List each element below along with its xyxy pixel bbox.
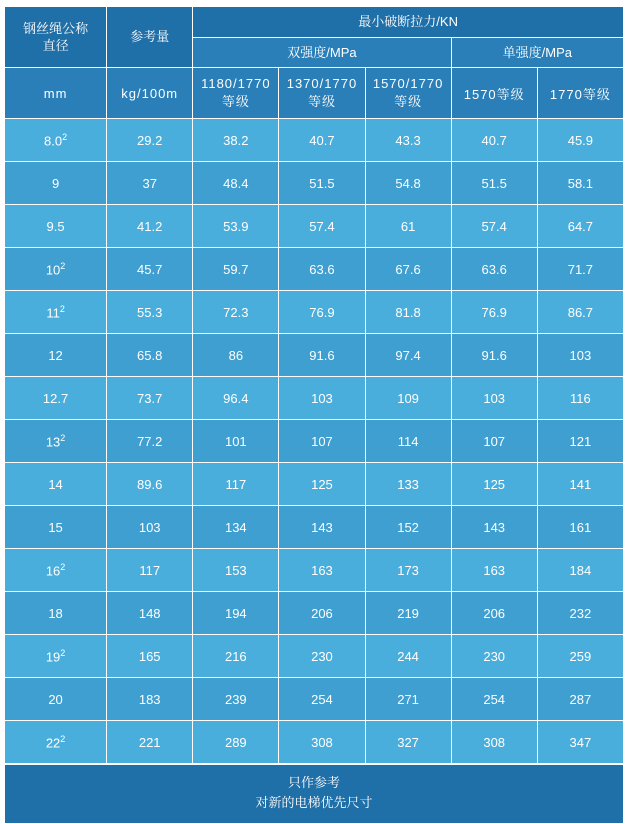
cell-g1570: 81.8 — [365, 291, 451, 334]
wire-rope-spec-table — [4, 6, 624, 764]
table-row — [5, 162, 624, 205]
cell-g1370: 254 — [279, 678, 365, 721]
cell-g1180: 239 — [193, 678, 279, 721]
cell-g1370: 107 — [279, 420, 365, 463]
cell-g1570: 271 — [365, 678, 451, 721]
table-row — [5, 291, 624, 334]
cell-s1770: 141 — [537, 463, 623, 506]
cell-diameter: 20 — [5, 678, 107, 721]
header-unit-g1570 — [365, 68, 451, 119]
cell-g1180: 59.7 — [193, 248, 279, 291]
cell-diameter: 12 — [5, 334, 107, 377]
cell-g1370: 125 — [279, 463, 365, 506]
cell-weight: 89.6 — [107, 463, 193, 506]
header-dual-strength: 双强度/MPa — [193, 37, 451, 68]
cell-g1570: 67.6 — [365, 248, 451, 291]
cell-weight: 37 — [107, 162, 193, 205]
table-row — [5, 119, 624, 162]
header-diameter-line1: 钢丝绳公称 — [23, 20, 89, 36]
cell-s1570: 107 — [451, 420, 537, 463]
header-unit-g1370-line1: 1370/1770 — [286, 76, 358, 92]
cell-s1770: 103 — [537, 334, 623, 377]
cell-g1570: 109 — [365, 377, 451, 420]
cell-s1770: 232 — [537, 592, 623, 635]
diameter-footnote-marker: 2 — [60, 647, 66, 658]
header-unit-g1570-line1: 1570/1770 — [372, 76, 444, 92]
table-row — [5, 506, 624, 549]
cell-diameter: 14 — [5, 463, 107, 506]
cell-g1180: 216 — [193, 635, 279, 678]
cell-weight: 65.8 — [107, 334, 193, 377]
table-row — [5, 721, 624, 764]
header-diameter — [5, 7, 107, 68]
cell-g1570: 219 — [365, 592, 451, 635]
header-row-3-units — [5, 68, 624, 119]
cell-weight: 77.2 — [107, 420, 193, 463]
cell-g1570: 244 — [365, 635, 451, 678]
cell-s1570: 125 — [451, 463, 537, 506]
cell-g1570: 61 — [365, 205, 451, 248]
diameter-footnote-marker: 2 — [60, 432, 66, 443]
table-row — [5, 420, 624, 463]
cell-s1570: 254 — [451, 678, 537, 721]
table-row — [5, 248, 624, 291]
header-unit-g1370-line2: 等级 — [307, 94, 336, 110]
header-unit-s1770: 1770等级 — [537, 68, 623, 119]
cell-weight: 117 — [107, 549, 193, 592]
table-header — [5, 7, 624, 119]
cell-g1570: 54.8 — [365, 162, 451, 205]
cell-diameter: 18 — [5, 592, 107, 635]
spec-table-container — [4, 6, 624, 824]
footer-note-line2: 对新的电梯优先尺寸 — [255, 795, 373, 811]
header-single-strength: 单强度/MPa — [451, 37, 623, 68]
cell-s1770: 71.7 — [537, 248, 623, 291]
cell-weight: 165 — [107, 635, 193, 678]
cell-g1180: 86 — [193, 334, 279, 377]
cell-g1370: 63.6 — [279, 248, 365, 291]
cell-g1570: 114 — [365, 420, 451, 463]
cell-g1180: 96.4 — [193, 377, 279, 420]
cell-s1770: 64.7 — [537, 205, 623, 248]
cell-g1370: 57.4 — [279, 205, 365, 248]
cell-g1370: 308 — [279, 721, 365, 764]
table-row — [5, 463, 624, 506]
cell-g1180: 117 — [193, 463, 279, 506]
cell-g1180: 72.3 — [193, 291, 279, 334]
cell-weight: 41.2 — [107, 205, 193, 248]
cell-s1570: 76.9 — [451, 291, 537, 334]
cell-weight: 183 — [107, 678, 193, 721]
cell-weight: 73.7 — [107, 377, 193, 420]
cell-g1570: 173 — [365, 549, 451, 592]
cell-diameter: 12.7 — [5, 377, 107, 420]
table-row — [5, 334, 624, 377]
cell-s1570: 103 — [451, 377, 537, 420]
header-unit-g1180-line2: 等级 — [221, 94, 250, 110]
diameter-footnote-marker: 2 — [60, 260, 66, 271]
table-row — [5, 678, 624, 721]
table-body — [5, 119, 624, 764]
footer-note-line1: 只作参考 — [287, 775, 340, 791]
cell-g1370: 163 — [279, 549, 365, 592]
cell-s1570: 308 — [451, 721, 537, 764]
cell-s1570: 57.4 — [451, 205, 537, 248]
header-unit-g1570-line2: 等级 — [394, 94, 423, 110]
cell-diameter: $10^2$ — [5, 248, 107, 291]
cell-diameter: $8.0^2$ — [5, 119, 107, 162]
cell-s1770: 45.9 — [537, 119, 623, 162]
table-row — [5, 377, 624, 420]
cell-s1770: 259 — [537, 635, 623, 678]
cell-s1570: 63.6 — [451, 248, 537, 291]
header-unit-weight: kg/100m — [107, 68, 193, 119]
cell-g1180: 53.9 — [193, 205, 279, 248]
table-row — [5, 549, 624, 592]
cell-weight: 103 — [107, 506, 193, 549]
header-unit-g1180-line1: 1180/1770 — [201, 76, 271, 92]
cell-g1370: 206 — [279, 592, 365, 635]
cell-diameter: $22^2$ — [5, 721, 107, 764]
cell-g1570: 133 — [365, 463, 451, 506]
footer-note — [4, 764, 624, 824]
cell-s1570: 91.6 — [451, 334, 537, 377]
cell-g1370: 76.9 — [279, 291, 365, 334]
cell-g1370: 91.6 — [279, 334, 365, 377]
cell-s1770: 184 — [537, 549, 623, 592]
cell-diameter: $11^2$ — [5, 291, 107, 334]
cell-s1570: 51.5 — [451, 162, 537, 205]
table-row — [5, 635, 624, 678]
cell-g1180: 194 — [193, 592, 279, 635]
cell-diameter: 9 — [5, 162, 107, 205]
cell-g1180: 48.4 — [193, 162, 279, 205]
cell-g1180: 289 — [193, 721, 279, 764]
cell-diameter: $13^2$ — [5, 420, 107, 463]
cell-g1570: 97.4 — [365, 334, 451, 377]
cell-diameter: $19^2$ — [5, 635, 107, 678]
header-row-1 — [5, 7, 624, 38]
header-breaking-force: 最小破断拉力/KN — [193, 7, 624, 38]
header-diameter-line2: 直径 — [42, 38, 69, 54]
cell-s1770: 116 — [537, 377, 623, 420]
diameter-footnote-marker: 2 — [60, 733, 66, 744]
cell-diameter: 9.5 — [5, 205, 107, 248]
cell-g1370: 103 — [279, 377, 365, 420]
cell-weight: 221 — [107, 721, 193, 764]
cell-s1570: 230 — [451, 635, 537, 678]
cell-s1770: 161 — [537, 506, 623, 549]
cell-g1180: 153 — [193, 549, 279, 592]
cell-s1770: 86.7 — [537, 291, 623, 334]
table-row — [5, 205, 624, 248]
cell-s1570: 206 — [451, 592, 537, 635]
header-unit-g1370 — [279, 68, 365, 119]
diameter-footnote-marker: 2 — [59, 303, 65, 314]
cell-weight: 55.3 — [107, 291, 193, 334]
cell-g1180: 134 — [193, 506, 279, 549]
cell-weight: 45.7 — [107, 248, 193, 291]
cell-g1570: 327 — [365, 721, 451, 764]
cell-g1370: 143 — [279, 506, 365, 549]
cell-s1770: 58.1 — [537, 162, 623, 205]
cell-diameter: 15 — [5, 506, 107, 549]
cell-g1180: 38.2 — [193, 119, 279, 162]
diameter-footnote-marker: 2 — [60, 561, 66, 572]
cell-diameter: $16^2$ — [5, 549, 107, 592]
table-row — [5, 592, 624, 635]
cell-weight: 29.2 — [107, 119, 193, 162]
diameter-footnote-marker: 2 — [62, 131, 68, 142]
cell-g1570: 43.3 — [365, 119, 451, 162]
cell-s1770: 347 — [537, 721, 623, 764]
cell-s1570: 163 — [451, 549, 537, 592]
cell-s1570: 40.7 — [451, 119, 537, 162]
cell-s1570: 143 — [451, 506, 537, 549]
cell-s1770: 287 — [537, 678, 623, 721]
cell-g1570: 152 — [365, 506, 451, 549]
header-unit-g1180 — [193, 68, 279, 119]
cell-g1180: 101 — [193, 420, 279, 463]
header-unit-s1570: 1570等级 — [451, 68, 537, 119]
cell-weight: 148 — [107, 592, 193, 635]
cell-g1370: 51.5 — [279, 162, 365, 205]
cell-s1770: 121 — [537, 420, 623, 463]
header-unit-diameter: mm — [5, 68, 107, 119]
cell-g1370: 40.7 — [279, 119, 365, 162]
cell-g1370: 230 — [279, 635, 365, 678]
header-weight: 参考量 — [107, 7, 193, 68]
